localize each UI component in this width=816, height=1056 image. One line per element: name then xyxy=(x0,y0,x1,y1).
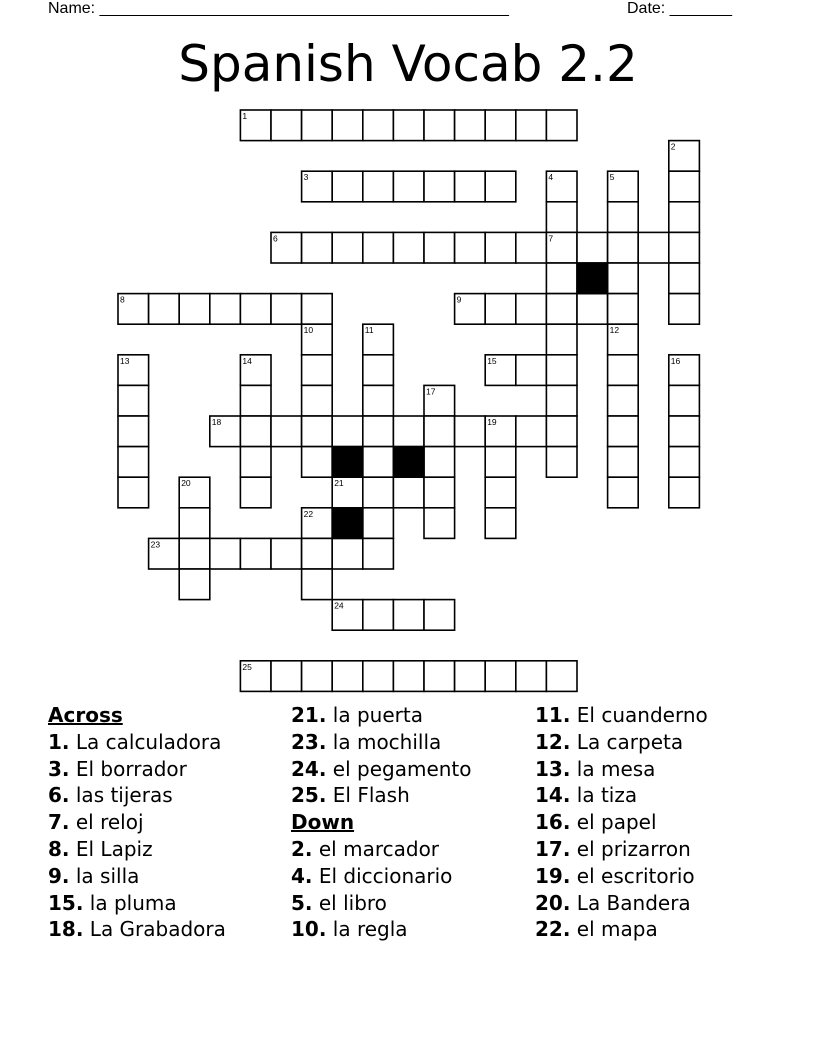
clue-number: 22. xyxy=(535,917,571,942)
grid-cell[interactable] xyxy=(669,447,700,478)
clue-item xyxy=(291,702,472,729)
clue-text: la regla xyxy=(332,917,408,942)
clue-number: 24. xyxy=(291,756,327,781)
clue-number: 4. xyxy=(291,863,313,888)
cell-number: 23 xyxy=(150,539,161,550)
grid-cell[interactable] xyxy=(608,232,639,263)
clue-number: 23. xyxy=(291,729,327,754)
clue-number: 13. xyxy=(535,756,571,781)
clue-number: 10. xyxy=(291,917,327,942)
cell-number: 3 xyxy=(303,172,309,183)
grid-cell[interactable] xyxy=(608,416,639,447)
grid-cell[interactable] xyxy=(179,569,210,600)
black-cell xyxy=(332,508,363,539)
clue-item xyxy=(535,729,708,756)
grid-cell[interactable] xyxy=(516,294,547,325)
clue-text: el escritorio xyxy=(576,863,695,888)
clue-number: 12. xyxy=(535,729,571,754)
name-line: ______________________________________________ xyxy=(99,0,509,17)
clue-text: el papel xyxy=(576,810,657,835)
clue-item xyxy=(48,729,226,756)
clue-number: 18. xyxy=(48,917,84,942)
cell-number: 15 xyxy=(487,355,497,366)
clue-text: El diccionario xyxy=(318,863,453,888)
grid-cell[interactable] xyxy=(608,385,639,416)
clue-number: 17. xyxy=(535,836,571,861)
clue-item xyxy=(535,702,708,729)
grid-cell[interactable] xyxy=(240,385,271,416)
grid-cell[interactable] xyxy=(424,232,455,263)
clue-item xyxy=(535,890,708,917)
clue-number: 15. xyxy=(48,890,84,915)
clue-text: La Grabadora xyxy=(89,917,226,942)
grid-cell[interactable] xyxy=(424,110,455,141)
grid-cell[interactable] xyxy=(302,569,333,600)
grid-cell[interactable] xyxy=(363,110,394,141)
grid-cell[interactable] xyxy=(669,477,700,508)
grid-cell[interactable] xyxy=(393,661,424,692)
clue-item xyxy=(535,836,708,863)
clue-text: El borrador xyxy=(75,756,187,781)
grid-cell[interactable] xyxy=(271,661,302,692)
grid-cell[interactable] xyxy=(546,263,577,294)
clue-number: 25. xyxy=(291,783,327,808)
grid-cell[interactable] xyxy=(332,416,363,447)
grid-cell[interactable] xyxy=(271,294,302,325)
grid-cell[interactable] xyxy=(577,294,608,325)
grid-cell[interactable] xyxy=(516,661,547,692)
clue-number: 11. xyxy=(535,703,571,727)
grid-cell[interactable] xyxy=(302,538,333,569)
clue-text: el marcador xyxy=(318,836,440,861)
grid-cell[interactable] xyxy=(455,661,486,692)
grid-cell[interactable] xyxy=(455,171,486,202)
clue-item xyxy=(291,729,472,756)
grid-cell[interactable] xyxy=(393,110,424,141)
grid-cell[interactable] xyxy=(179,538,210,569)
grid-cell[interactable] xyxy=(149,294,180,325)
grid-cell[interactable] xyxy=(332,110,363,141)
grid-cell[interactable] xyxy=(455,232,486,263)
clue-text: la puerta xyxy=(332,703,423,727)
grid-cell[interactable] xyxy=(608,263,639,294)
clue-item xyxy=(291,863,472,890)
grid-cell[interactable] xyxy=(669,385,700,416)
grid-cell[interactable] xyxy=(485,661,516,692)
clue-item xyxy=(535,782,708,809)
clue-text: la silla xyxy=(75,863,140,888)
grid-cell[interactable] xyxy=(424,447,455,478)
grid-cell[interactable] xyxy=(363,538,394,569)
grid-cell[interactable] xyxy=(240,538,271,569)
grid-cell[interactable] xyxy=(546,416,577,447)
black-cell xyxy=(393,447,424,478)
grid-cell[interactable] xyxy=(516,416,547,447)
grid-cell[interactable] xyxy=(302,661,333,692)
grid-cell[interactable] xyxy=(424,600,455,631)
grid-cell[interactable] xyxy=(302,110,333,141)
grid-cell[interactable] xyxy=(363,477,394,508)
grid-cell[interactable] xyxy=(608,202,639,233)
grid-cell[interactable] xyxy=(669,171,700,202)
grid-cell[interactable] xyxy=(302,385,333,416)
grid-cell[interactable] xyxy=(363,385,394,416)
grid-cell[interactable] xyxy=(546,324,577,355)
down-heading: Down xyxy=(291,810,355,835)
clue-item xyxy=(535,863,708,890)
grid-cell[interactable] xyxy=(516,232,547,263)
grid-cell[interactable] xyxy=(577,232,608,263)
cell-number: 22 xyxy=(303,508,314,519)
grid-cell[interactable] xyxy=(118,385,149,416)
date-line: _______ xyxy=(669,0,732,17)
clue-text: el reloj xyxy=(75,810,144,835)
grid-cell[interactable] xyxy=(455,110,486,141)
clue-text: La Bandera xyxy=(576,890,691,915)
grid-cell[interactable] xyxy=(669,232,700,263)
grid-cell[interactable] xyxy=(179,508,210,539)
clue-text: La calculadora xyxy=(75,729,222,754)
grid-cell[interactable] xyxy=(240,294,271,325)
grid-cell[interactable] xyxy=(608,355,639,386)
grid-cell[interactable] xyxy=(393,477,424,508)
cell-number: 1 xyxy=(242,111,248,121)
grid-cell[interactable] xyxy=(363,508,394,539)
clue-item xyxy=(48,782,226,809)
cell-number: 8 xyxy=(120,294,125,305)
grid-cell[interactable] xyxy=(608,477,639,508)
clue-item xyxy=(48,756,226,783)
cell-number: 6 xyxy=(273,233,278,244)
grid-cell[interactable] xyxy=(516,110,547,141)
grid-cell[interactable] xyxy=(210,294,241,325)
clue-text: El Lapiz xyxy=(75,836,153,861)
clue-number: 5. xyxy=(291,890,313,915)
grid-cell[interactable] xyxy=(363,232,394,263)
clue-item xyxy=(48,916,226,943)
grid-cell[interactable] xyxy=(363,355,394,386)
grid-cell[interactable] xyxy=(608,294,639,325)
cell-number: 4 xyxy=(548,172,554,183)
cell-number: 13 xyxy=(120,355,130,366)
grid-cell[interactable] xyxy=(546,355,577,386)
clue-item xyxy=(291,756,472,783)
grid-cell[interactable] xyxy=(179,294,210,325)
grid-cell[interactable] xyxy=(210,538,241,569)
grid-cell[interactable] xyxy=(118,416,149,447)
clue-text: el pegamento xyxy=(332,756,472,781)
grid-cell[interactable] xyxy=(363,416,394,447)
grid-cell[interactable] xyxy=(669,294,700,325)
clue-number: 8. xyxy=(48,836,70,861)
grid-cell[interactable] xyxy=(302,355,333,386)
clue-number: 9. xyxy=(48,863,70,888)
grid-cell[interactable] xyxy=(240,447,271,478)
grid-cell[interactable] xyxy=(363,171,394,202)
grid-cell[interactable] xyxy=(302,447,333,478)
grid-cell[interactable] xyxy=(332,538,363,569)
clue-text: el mapa xyxy=(576,917,658,942)
cell-number: 7 xyxy=(548,233,554,244)
grid-cell[interactable] xyxy=(393,171,424,202)
clue-column-3 xyxy=(535,702,708,943)
clue-column-2 xyxy=(291,702,472,943)
cell-number: 24 xyxy=(334,600,344,611)
clue-column-1 xyxy=(48,702,226,943)
clue-text: El Flash xyxy=(332,783,410,808)
cell-number: 21 xyxy=(334,478,344,489)
grid-cell[interactable] xyxy=(393,416,424,447)
clue-number: 1. xyxy=(48,729,70,754)
clue-number: 14. xyxy=(535,783,571,808)
date-label: Date: xyxy=(627,0,666,17)
grid-cell[interactable] xyxy=(546,294,577,325)
clue-item xyxy=(535,756,708,783)
grid-cell[interactable] xyxy=(393,232,424,263)
clue-item xyxy=(48,836,226,863)
grid-cell[interactable] xyxy=(363,600,394,631)
grid-cell[interactable] xyxy=(485,477,516,508)
grid-cell[interactable] xyxy=(118,477,149,508)
clue-number: 16. xyxy=(535,810,571,835)
across-heading: Across xyxy=(48,703,123,727)
clue-text: las tijeras xyxy=(75,783,173,808)
clue-number: 21. xyxy=(291,703,327,727)
grid-cell[interactable] xyxy=(608,447,639,478)
clue-number: 7. xyxy=(48,810,70,835)
cell-number: 17 xyxy=(426,386,436,397)
cell-number: 11 xyxy=(364,325,374,336)
grid-cell[interactable] xyxy=(302,416,333,447)
grid-cell[interactable] xyxy=(485,447,516,478)
grid-cell[interactable] xyxy=(485,110,516,141)
grid-cell[interactable] xyxy=(669,263,700,294)
grid-cell[interactable] xyxy=(424,661,455,692)
cell-number: 14 xyxy=(242,355,252,366)
grid-cell[interactable] xyxy=(424,171,455,202)
clue-number: 19. xyxy=(535,863,571,888)
clue-text: El cuanderno xyxy=(576,703,708,727)
grid-cell[interactable] xyxy=(332,232,363,263)
clue-item xyxy=(48,809,226,836)
grid-cell[interactable] xyxy=(546,661,577,692)
clue-number: 2. xyxy=(291,836,313,861)
grid-cell[interactable] xyxy=(669,202,700,233)
grid-cell[interactable] xyxy=(424,416,455,447)
clue-item xyxy=(48,863,226,890)
grid-cell[interactable] xyxy=(332,661,363,692)
grid-cell[interactable] xyxy=(485,171,516,202)
grid-cell[interactable] xyxy=(424,477,455,508)
grid-cell[interactable] xyxy=(485,294,516,325)
clue-item xyxy=(291,836,472,863)
cell-number: 20 xyxy=(181,478,191,489)
grid-cell[interactable] xyxy=(118,447,149,478)
grid-cell[interactable] xyxy=(393,600,424,631)
clue-text: la pluma xyxy=(89,890,177,915)
grid-cell[interactable] xyxy=(455,416,486,447)
clue-text: la tiza xyxy=(576,783,638,808)
clue-item xyxy=(535,809,708,836)
clue-number: 3. xyxy=(48,756,70,781)
cell-number: 12 xyxy=(609,325,620,336)
clue-item xyxy=(291,916,472,943)
name-label: Name: xyxy=(48,0,96,17)
grid-cell[interactable] xyxy=(240,416,271,447)
black-cell xyxy=(332,447,363,478)
clue-text: La carpeta xyxy=(576,729,684,754)
cell-number: 25 xyxy=(242,661,252,672)
grid-cell[interactable] xyxy=(271,110,302,141)
grid-cell[interactable] xyxy=(363,661,394,692)
cell-number: 18 xyxy=(211,417,222,427)
clue-text: la mesa xyxy=(576,756,656,781)
grid-cell[interactable] xyxy=(485,232,516,263)
clue-text: la mochilla xyxy=(332,729,442,754)
clue-number: 20. xyxy=(535,890,571,915)
grid-cell[interactable] xyxy=(546,110,577,141)
grid-cell[interactable] xyxy=(669,416,700,447)
clue-item xyxy=(291,782,472,809)
grid-cell[interactable] xyxy=(638,232,669,263)
grid-cell[interactable] xyxy=(546,202,577,233)
clue-item xyxy=(535,916,708,943)
clue-text: el libro xyxy=(318,890,387,915)
cell-number: 10 xyxy=(303,325,314,336)
grid-cell[interactable] xyxy=(485,508,516,539)
cell-number: 16 xyxy=(670,355,681,366)
grid-cell[interactable] xyxy=(302,232,333,263)
cell-number: 9 xyxy=(456,294,462,305)
cell-number: 5 xyxy=(609,172,615,183)
grid-cell[interactable] xyxy=(240,477,271,508)
page-title: Spanish Vocab 2.2 xyxy=(178,35,638,93)
grid-cell[interactable] xyxy=(302,294,333,325)
grid-cell[interactable] xyxy=(546,385,577,416)
clue-item xyxy=(291,890,472,917)
grid-cell[interactable] xyxy=(424,508,455,539)
grid-cell[interactable] xyxy=(271,416,302,447)
grid-cell[interactable] xyxy=(363,447,394,478)
grid-cell[interactable] xyxy=(271,538,302,569)
cell-number: 19 xyxy=(487,417,497,427)
black-cell xyxy=(577,263,608,294)
clue-text: el prizarron xyxy=(576,836,691,861)
grid-cell[interactable] xyxy=(516,355,547,386)
clue-item xyxy=(48,890,226,917)
grid-cell[interactable] xyxy=(546,447,577,478)
clue-number: 6. xyxy=(48,783,70,808)
grid-cell[interactable] xyxy=(332,171,363,202)
cell-number: 2 xyxy=(670,141,676,152)
